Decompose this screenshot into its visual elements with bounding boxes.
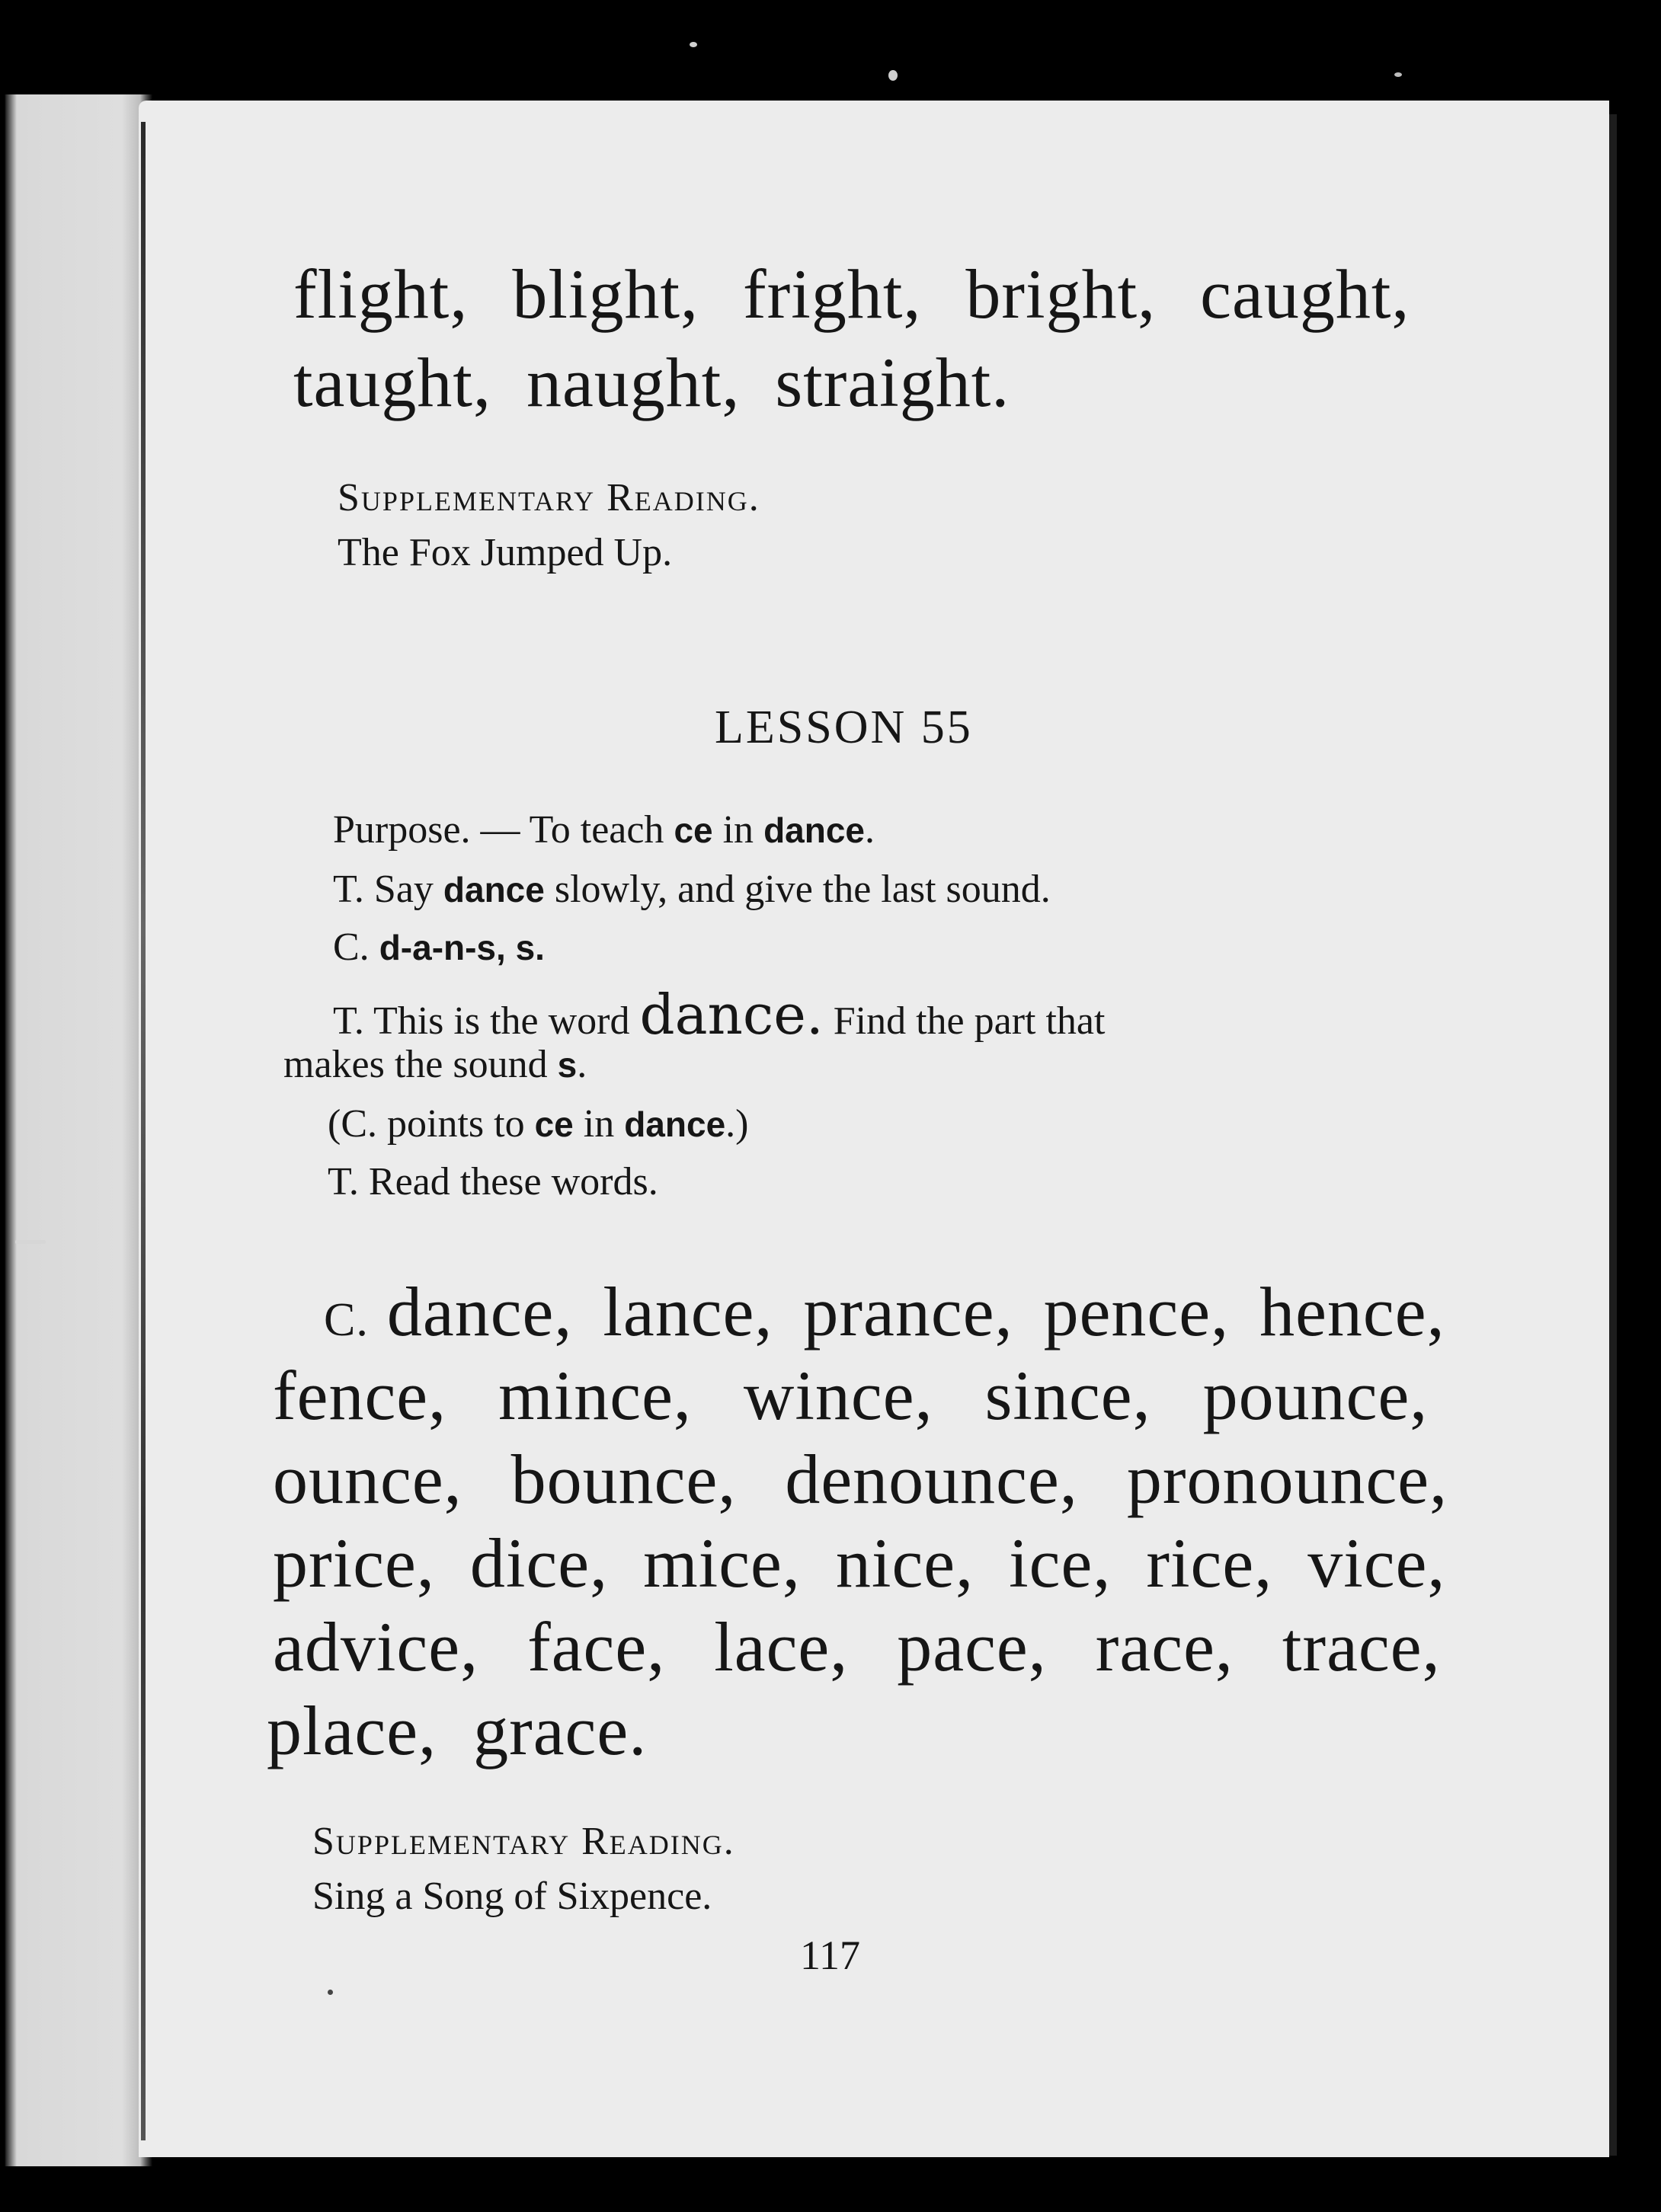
purpose-end: . xyxy=(865,808,875,852)
teacher-line-2 xyxy=(333,983,1106,1047)
word-list-line: taught, naught, straight. xyxy=(293,344,1010,421)
purpose-in: in xyxy=(712,808,764,852)
word-list-line: advice, face, lace, pace, race, trace, xyxy=(273,1608,1441,1686)
word-list-label xyxy=(324,1273,1445,1351)
supplementary-reading-heading: Supplementary Reading. xyxy=(338,476,760,519)
word-list-line: ounce, bounce, denounce, pronounce, xyxy=(273,1440,1448,1518)
teacher-line-2-lead: T. This is the word xyxy=(333,999,640,1043)
child-line-2-letters: ce xyxy=(534,1104,574,1144)
word-list-line: price, dice, mice, nice, ice, rice, vice, xyxy=(273,1524,1446,1602)
child-line-1-lead: C. xyxy=(333,925,379,969)
teacher-line-2-end: . xyxy=(577,1043,587,1086)
word-list-line: dance, lance, prance, pence, hence, xyxy=(386,1273,1445,1351)
child-line-2-lead: (C. points to xyxy=(328,1102,535,1146)
child-line-1-spelling: d-a-n-s, s. xyxy=(379,928,545,967)
teacher-line-1-rest: slowly, and give the last sound. xyxy=(544,868,1051,911)
child-line-2-in: in xyxy=(573,1102,625,1146)
lesson-heading: LESSON 55 xyxy=(715,702,973,753)
teacher-line-1-word: dance xyxy=(443,870,545,909)
supplementary-reading-title: The Fox Jumped Up. xyxy=(338,531,673,574)
purpose-target-word: dance xyxy=(763,810,866,850)
teacher-line-2-sound: s xyxy=(557,1045,578,1085)
teacher-line-1-lead: T. Say xyxy=(333,868,443,911)
teacher-line-2-rest: Find the part that xyxy=(823,999,1106,1043)
teacher-line-3: T. Read these words. xyxy=(328,1160,658,1203)
child-line-1 xyxy=(333,925,545,969)
child-line-2-end: .) xyxy=(725,1102,749,1146)
supplementary-reading-heading: Supplementary Reading. xyxy=(312,1820,735,1863)
word-list-line: flight, blight, fright, bright, caught, xyxy=(293,255,1410,333)
page-number: 117 xyxy=(800,1932,860,1978)
word-list-speaker: C. xyxy=(324,1294,369,1346)
child-line-2 xyxy=(328,1104,748,1144)
child-line-2-word: dance xyxy=(624,1104,726,1144)
lesson-purpose xyxy=(333,810,875,850)
word-list-line: place, grace. xyxy=(267,1692,648,1769)
teacher-line-1 xyxy=(333,870,1051,909)
purpose-label: Purpose. — To teach xyxy=(333,808,674,852)
purpose-target-letters: ce xyxy=(674,810,713,850)
supplementary-reading-title: Sing a Song of Sixpence. xyxy=(312,1875,712,1918)
teacher-line-2-continued xyxy=(283,1045,587,1085)
teacher-line-2-cont: makes the sound xyxy=(283,1043,558,1086)
word-list-line: fence, mince, wince, since, pounce, xyxy=(273,1357,1429,1434)
teacher-line-2-script-word: dance. xyxy=(639,983,824,1047)
